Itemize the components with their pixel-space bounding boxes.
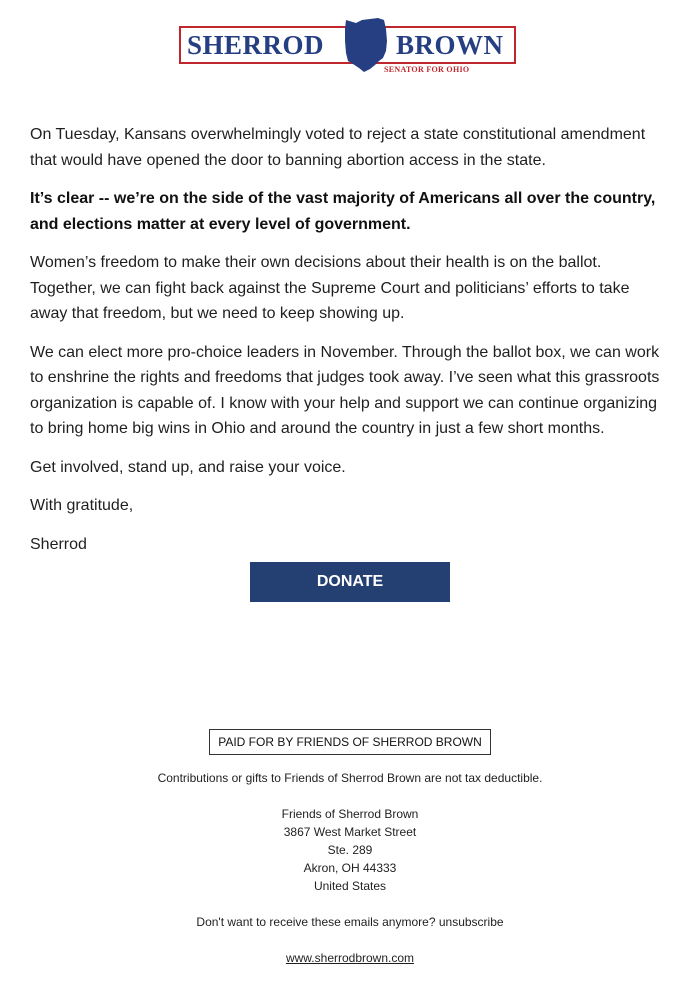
- logo-last-name: BROWN: [396, 30, 504, 60]
- address-line-3: Ste. 289: [327, 843, 373, 857]
- paragraph-womens-freedom: Women’s freedom to make their own decisions about their health is on the ballot. Together, we can fight back against the Supreme Court and politicians’ efforts to take away that freedom, but we need to keep showing up.: [30, 254, 630, 322]
- paragraph-bold-statement: It’s clear -- we’re on the side of the vast majority of Americans all over the country, and elections matter at every level of government.: [30, 190, 656, 233]
- unsubscribe-prompt: Don't want to receive these emails anymore?: [196, 915, 439, 929]
- address-line-1: Friends of Sherrod Brown: [281, 807, 419, 821]
- paragraph-kansas-vote: On Tuesday, Kansans overwhelmingly voted to reject a state constitutional amendment that would have opened the door to banning abortion access in the state.: [30, 126, 646, 169]
- sherrod-brown-logo[interactable]: [179, 17, 520, 73]
- unsubscribe-line: [0, 913, 700, 931]
- website-line: [0, 949, 700, 967]
- paragraph-get-involved: Get involved, stand up, and raise your voice.: [30, 458, 346, 476]
- unsubscribe-link[interactable]: unsubscribe: [438, 915, 504, 929]
- paragraph-elect-leaders: We can elect more pro-choice leaders in November. Through the ballot box, we can work to enshrine the rights and freedoms that judges took away. I’ve seen what this grassroots organization is capable of. I know with your help and support we can continue organizing to bring home big wins in Ohio and around the country in just a few short months.: [30, 343, 660, 437]
- logo-subtitle: SENATOR FOR OHIO: [381, 65, 472, 74]
- paid-for-disclaimer: PAID FOR BY FRIENDS OF SHERROD BROWN: [209, 729, 491, 755]
- website-link[interactable]: www.sherrodbrown.com: [285, 951, 415, 965]
- address-line-2: 3867 West Market Street: [283, 825, 417, 839]
- tax-disclaimer: Contributions or gifts to Friends of Sherrod Brown are not tax deductible.: [157, 771, 543, 785]
- address-line-5: United States: [313, 879, 387, 893]
- email-body: [30, 122, 670, 570]
- donate-button[interactable]: DONATE: [250, 562, 450, 602]
- address-line-4: Akron, OH 44333: [303, 861, 397, 875]
- logo-first-name: SHERROD: [187, 30, 325, 60]
- paragraph-closing: With gratitude,: [30, 497, 134, 514]
- paragraph-signature: Sherrod: [30, 535, 87, 553]
